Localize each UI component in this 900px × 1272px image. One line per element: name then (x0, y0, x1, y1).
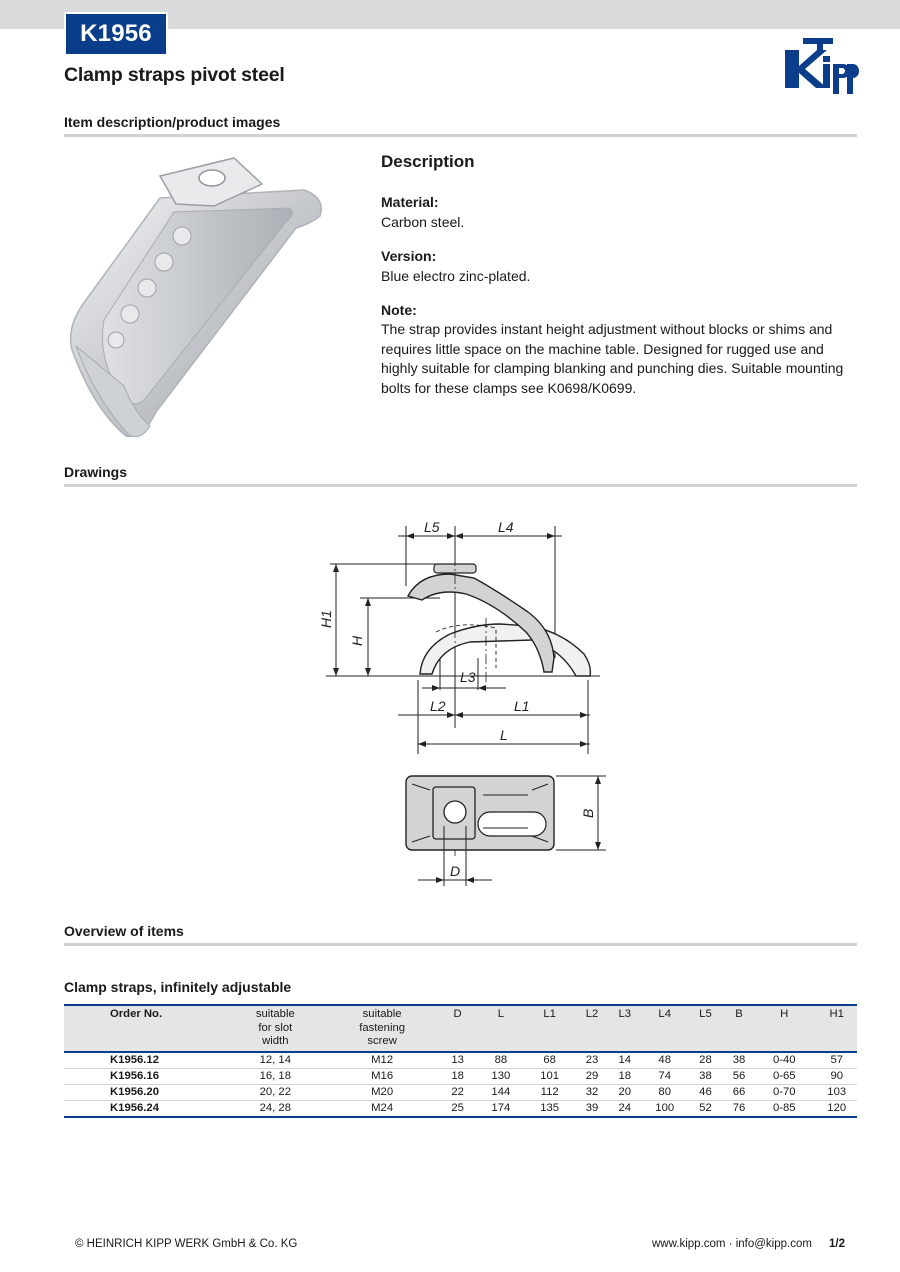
section-drawings: Drawings (64, 464, 857, 480)
cell: 20 (605, 1084, 644, 1100)
col-l1: L1 (543, 1008, 556, 1020)
cell: 101 (520, 1068, 579, 1084)
cell: 38 (726, 1052, 752, 1069)
table-row (64, 1068, 857, 1084)
col-l3: L3 (618, 1008, 632, 1020)
technical-drawing (300, 508, 620, 890)
cell: 32 (579, 1084, 605, 1100)
version-label: Version: (381, 248, 437, 265)
cell: M16 (331, 1068, 434, 1084)
cell: 0-40 (752, 1052, 816, 1069)
product-code-badge: K1956 (64, 12, 168, 56)
cell: 100 (644, 1100, 684, 1117)
col-fastening-screw: suitable fastening screw (359, 1008, 406, 1047)
cell: 0-85 (752, 1100, 816, 1117)
cell: 18 (605, 1068, 644, 1084)
cell: 112 (520, 1084, 579, 1100)
cell: 74 (644, 1068, 684, 1084)
description-heading: Description (381, 152, 475, 171)
cell: 39 (579, 1100, 605, 1117)
cell: M20 (331, 1084, 434, 1100)
cell: 46 (685, 1084, 726, 1100)
cell: 76 (726, 1100, 752, 1117)
cell-order-no: K1956.12 (64, 1052, 220, 1069)
note-label: Note: (381, 302, 417, 319)
col-d: D (453, 1008, 462, 1020)
cell: 12, 14 (220, 1052, 330, 1069)
col-h: H (780, 1008, 789, 1020)
cell: M12 (331, 1052, 434, 1069)
footer-contact: www.kipp.com · info@kipp.com (652, 1238, 812, 1250)
cell: 90 (816, 1068, 857, 1084)
product-image (64, 150, 326, 446)
table-row (64, 1084, 857, 1100)
cell: 20, 22 (220, 1084, 330, 1100)
cell: 144 (481, 1084, 520, 1100)
cell: 24, 28 (220, 1100, 330, 1117)
col-l2: L2 (585, 1008, 599, 1020)
col-b: B (735, 1008, 743, 1020)
cell: M24 (331, 1100, 434, 1117)
cell: 80 (644, 1084, 684, 1100)
items-table (64, 1004, 857, 1118)
kipp-logo (783, 36, 859, 94)
cell: 0-65 (752, 1068, 816, 1084)
col-l4: L4 (658, 1008, 671, 1020)
col-h1: H1 (829, 1008, 844, 1020)
note-text: The strap provides instant height adjustment without blocks or shims and requires little space on the machine table. Designed for rugged use and highly suitable for clamping blanking and punching dies. Suitable mounting bolts for these clamps see K0698/K0699. (381, 321, 844, 396)
col-l: L (497, 1008, 504, 1020)
section-overview: Overview of items (64, 923, 857, 939)
cell: 52 (685, 1100, 726, 1117)
cell: 0-70 (752, 1084, 816, 1100)
dim-label-l5: L5 (424, 519, 440, 535)
dim-label-h1: H1 (318, 610, 334, 628)
cell-order-no: K1956.16 (64, 1068, 220, 1084)
footer-page-number: 1/2 (829, 1238, 845, 1250)
dim-label-l2: L2 (430, 698, 446, 714)
cell: 174 (481, 1100, 520, 1117)
cell: 24 (605, 1100, 644, 1117)
dim-label-b: B (580, 808, 596, 818)
table-header-row (64, 1005, 857, 1052)
description-block (381, 152, 857, 413)
cell: 18 (434, 1068, 482, 1084)
cell: 66 (726, 1084, 752, 1100)
dim-label-d: D (450, 863, 461, 879)
cell: 22 (434, 1084, 482, 1100)
cell: 16, 18 (220, 1068, 330, 1084)
col-slot-width: suitable for slot width (255, 1008, 295, 1047)
table-row (64, 1052, 857, 1069)
table-row (64, 1100, 857, 1117)
cell: 88 (481, 1052, 520, 1069)
version-block (381, 247, 857, 286)
col-l5: L5 (699, 1008, 712, 1020)
cell: 28 (685, 1052, 726, 1069)
cell-order-no: K1956.24 (64, 1100, 220, 1117)
page-title: Clamp straps pivot steel (64, 64, 285, 86)
col-order-no: Order No. (110, 1008, 163, 1020)
cell: 120 (816, 1100, 857, 1117)
material-label: Material: (381, 194, 439, 211)
dim-label-l1: L1 (514, 698, 530, 714)
cell: 103 (816, 1084, 857, 1100)
note-block (381, 301, 857, 398)
dim-label-l4: L4 (498, 519, 514, 535)
cell-order-no: K1956.20 (64, 1084, 220, 1100)
cell: 38 (685, 1068, 726, 1084)
cell: 48 (644, 1052, 684, 1069)
table-title: Clamp straps, infinitely adjustable (64, 979, 292, 995)
dim-label-l: L (500, 727, 508, 743)
cell: 68 (520, 1052, 579, 1069)
cell: 29 (579, 1068, 605, 1084)
cell: 23 (579, 1052, 605, 1069)
material-text: Carbon steel. (381, 213, 465, 230)
cell: 135 (520, 1100, 579, 1117)
footer-copyright: © HEINRICH KIPP WERK GmbH & Co. KG (75, 1238, 298, 1250)
dim-label-l3: L3 (460, 669, 476, 685)
material-block (381, 193, 857, 232)
cell: 56 (726, 1068, 752, 1084)
version-text: Blue electro zinc-plated. (381, 267, 531, 284)
cell: 130 (481, 1068, 520, 1084)
cell: 13 (434, 1052, 482, 1069)
cell: 25 (434, 1100, 482, 1117)
cell: 57 (816, 1052, 857, 1069)
section-item-description: Item description/product images (64, 114, 857, 130)
dim-label-h: H (349, 635, 365, 646)
cell: 14 (605, 1052, 644, 1069)
